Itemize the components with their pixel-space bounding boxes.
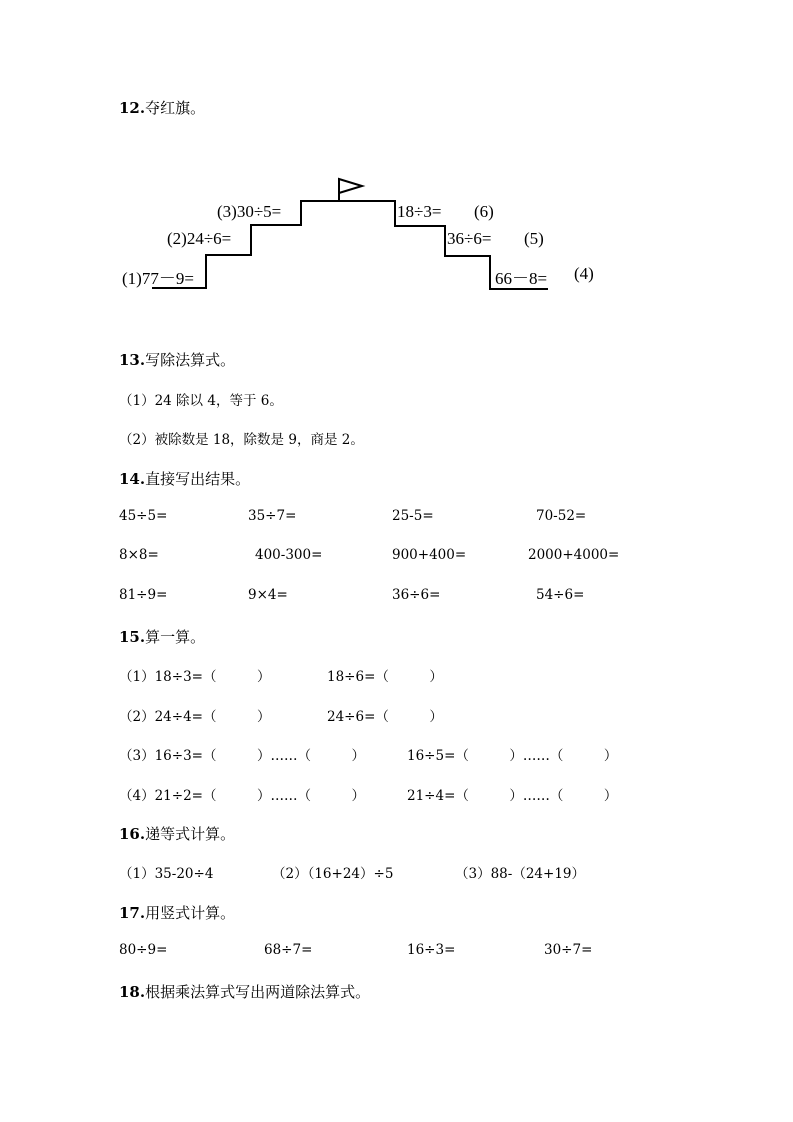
q14-r2c1: 8×8= — [119, 547, 159, 563]
red-flag-icon — [339, 179, 362, 201]
q14-r2c3: 900+400= — [392, 547, 467, 563]
q14-r3c2: 9×4= — [248, 587, 288, 603]
staircase-diagram — [0, 0, 793, 320]
stair-step-4-mark: (4) — [574, 264, 594, 283]
q15-heading: 15.算一算。 — [119, 628, 206, 646]
stair-step-5: 36÷6= — [447, 229, 492, 248]
q14-r1c4: 70-52= — [536, 508, 587, 524]
q16-item-2: （2）（16+24）÷5 — [272, 866, 394, 882]
q18-heading: 18.根据乘法算式写出两道除法算式。 — [119, 983, 371, 1001]
q14-r1c2: 35÷7= — [248, 508, 297, 524]
q15-r3c2: 16÷5=（ ）……（ ） — [407, 748, 618, 764]
q15-r4c1: （4）21÷2=（ ）……（ ） — [119, 788, 365, 804]
q17-heading: 17.用竖式计算。 — [119, 904, 236, 922]
q16-heading: 16.递等式计算。 — [119, 825, 236, 843]
stair-step-4: 66－8= — [495, 269, 548, 288]
stair-step-3: (3)30÷5= — [217, 202, 282, 221]
q17-item-2: 68÷7= — [264, 942, 313, 958]
q14-r3c1: 81÷9= — [119, 587, 168, 603]
q14-r3c4: 54÷6= — [536, 587, 585, 603]
q16-item-3: （3）88-（24+19） — [455, 866, 585, 882]
q14-r3c3: 36÷6= — [392, 587, 441, 603]
q15-r2c1: （2）24÷4=（ ） — [119, 709, 271, 725]
q14-heading: 14.直接写出结果。 — [119, 470, 251, 488]
q15-r2c2: 24÷6=（ ） — [327, 709, 443, 725]
q14-r1c1: 45÷5= — [119, 508, 168, 524]
q15-r4c2: 21÷4=（ ）……（ ） — [407, 788, 618, 804]
q15-r3c1: （3）16÷3=（ ）……（ ） — [119, 748, 365, 764]
q12-heading: 12.夺红旗。 — [119, 99, 206, 117]
q13-item-1: （1）24 除以 4，等于 6。 — [119, 393, 283, 409]
stair-step-2: (2)24÷6= — [167, 229, 232, 248]
stair-step-6-mark: (6) — [474, 202, 494, 221]
q17-item-4: 30÷7= — [544, 942, 593, 958]
q14-r2c2: 400-300= — [255, 547, 323, 563]
q16-item-1: （1）35-20÷4 — [119, 866, 214, 882]
stair-step-5-mark: (5) — [524, 229, 544, 248]
stair-step-1: (1)77－9= — [122, 269, 194, 288]
q17-item-1: 80÷9= — [119, 942, 168, 958]
q13-item-2: （2）被除数是 18，除数是 9，商是 2。 — [119, 432, 364, 448]
q13-heading: 13.写除法算式。 — [119, 351, 236, 369]
stair-step-6: 18÷3= — [397, 202, 442, 221]
q15-r1c1: （1）18÷3=（ ） — [119, 669, 271, 685]
q14-r2c4: 2000+4000= — [528, 547, 620, 563]
q15-r1c2: 18÷6=（ ） — [327, 669, 443, 685]
q14-r1c3: 25-5= — [392, 508, 434, 524]
q17-item-3: 16÷3= — [407, 942, 456, 958]
